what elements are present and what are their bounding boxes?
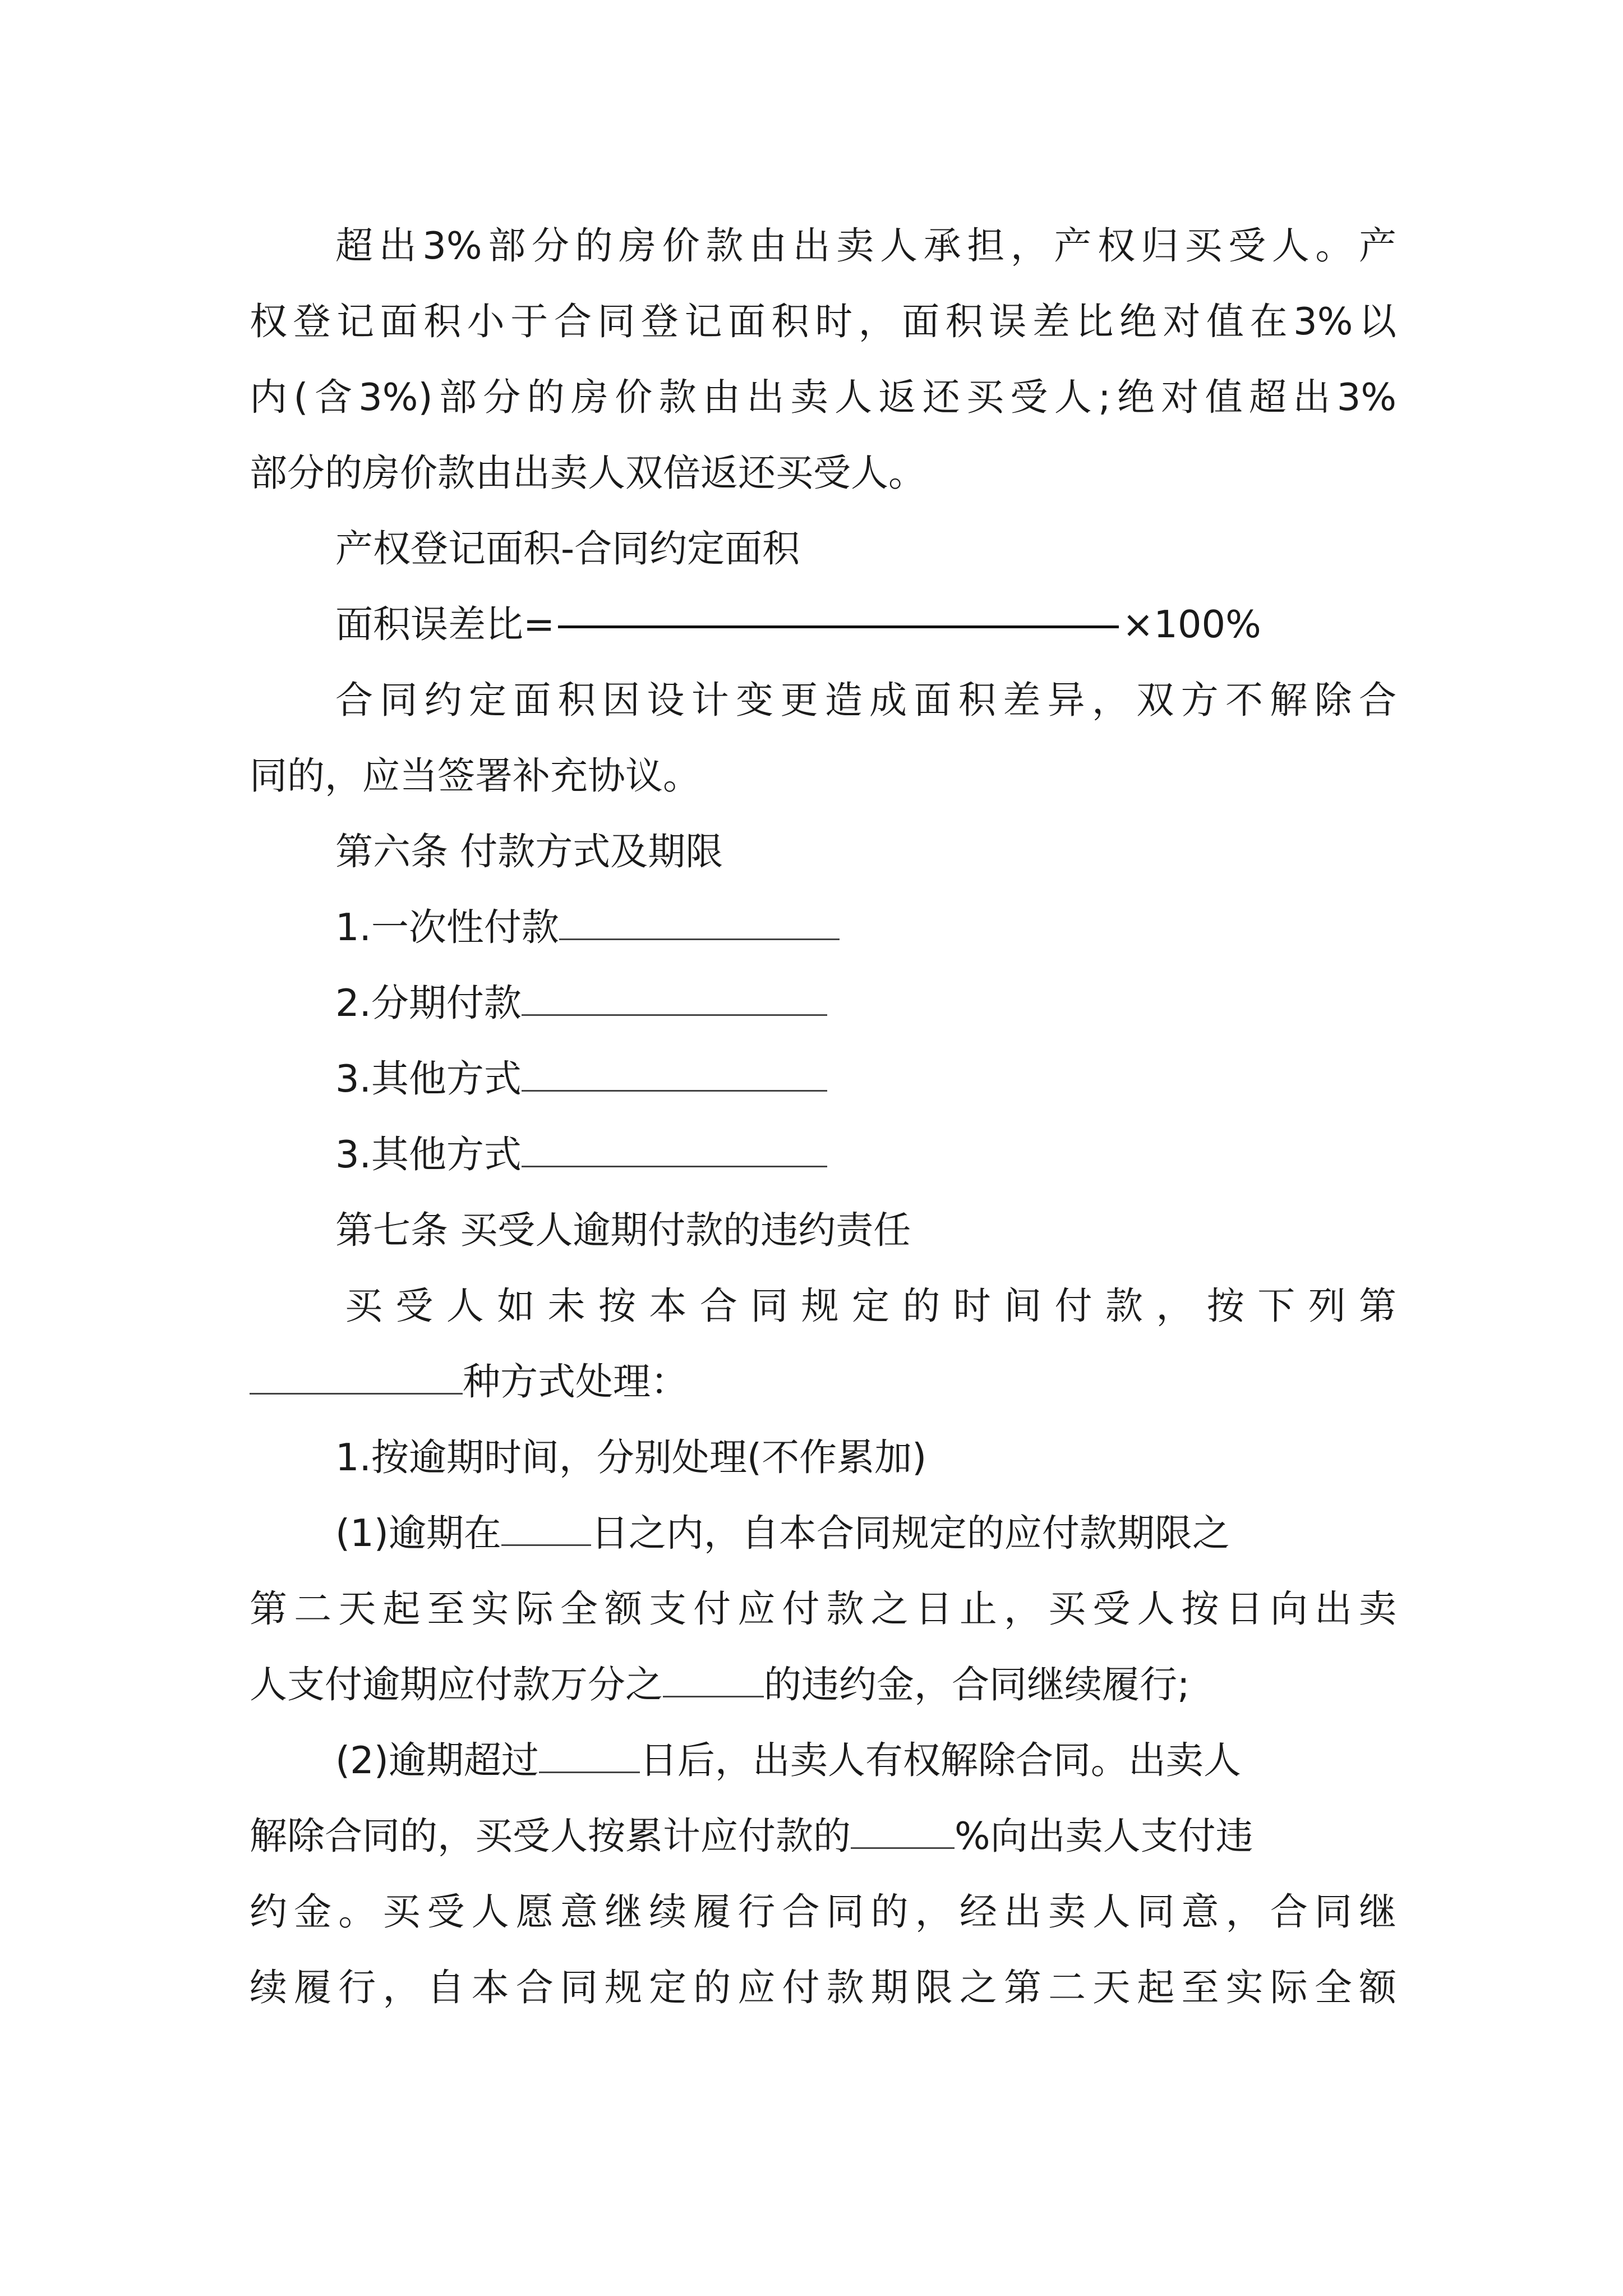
section-heading: 第七条 买受人逾期付款的违约责任 <box>335 1208 911 1252</box>
text-line: 同的，应当签署补充协议。 <box>250 754 700 798</box>
text-line: 续履行，自本合同规定的应付款期限之第二天起至实际全额 <box>250 1966 1396 2009</box>
text-line <box>250 1646 1190 1723</box>
text-fragment: %向出卖人支付违 <box>955 1814 1253 1858</box>
blank-field <box>851 1812 955 1849</box>
list-item <box>335 1116 827 1193</box>
text-line: 超出3%部分的房价款由出卖人承担，产权归买受人。产 <box>335 224 1396 268</box>
list-item-label: 3.其他方式 <box>335 1133 522 1176</box>
blank-field <box>522 1055 827 1092</box>
list-item <box>335 1041 827 1117</box>
list-item-label: 2.分期付款 <box>335 981 522 1025</box>
formula-line <box>335 586 1261 662</box>
fraction-bar <box>558 625 1119 628</box>
blank-field <box>539 1737 640 1773</box>
text-fragment: 种方式处理： <box>463 1360 688 1404</box>
section-heading: 第六条 付款方式及期限 <box>335 830 723 873</box>
text-fragment: 解除合同的，买受人按累计应付款的 <box>250 1814 851 1858</box>
list-item <box>335 889 840 965</box>
blank-field <box>559 904 840 940</box>
text-line: 1.按逾期时间，分别处理(不作累加) <box>335 1435 927 1479</box>
blank-field <box>522 979 827 1016</box>
text-line: 买受人如未按本合同规定的时间付款，按下列第 <box>345 1284 1396 1328</box>
text-line <box>250 1798 1253 1874</box>
list-item <box>335 965 827 1041</box>
text-line <box>335 1722 1241 1798</box>
text-line: 第二天起至实际全额支付应付款之日止，买受人按日向出卖 <box>250 1587 1396 1631</box>
list-item-label: 3.其他方式 <box>335 1057 522 1101</box>
blank-field <box>522 1131 827 1167</box>
text-fragment: 日之内，自本合同规定的应付款期限之 <box>591 1511 1230 1555</box>
text-line: 权登记面积小于合同登记面积时，面积误差比绝对值在3%以 <box>250 300 1396 343</box>
formula-numerator: 产权登记面积-合同约定面积 <box>335 527 800 570</box>
blank-field <box>663 1661 764 1697</box>
text-line: 约金。买受人愿意继续履行合同的，经出卖人同意，合同继 <box>250 1890 1396 1934</box>
list-item-label: 1.一次性付款 <box>335 905 559 949</box>
text-line: 合同约定面积因设计变更造成面积差异，双方不解除合 <box>335 678 1396 722</box>
text-fragment: 人支付逾期应付款万分之 <box>250 1663 663 1706</box>
formula-label: 面积误差比= <box>335 602 555 646</box>
text-line <box>250 1343 688 1420</box>
formula-multiplier: ×100% <box>1122 602 1261 646</box>
blank-field <box>250 1358 463 1395</box>
text-line: 部分的房价款由出卖人双倍返还买受人。 <box>250 451 926 495</box>
text-fragment: 的违约金，合同继续履行; <box>764 1663 1190 1706</box>
text-line: 内(含3%)部分的房价款由出卖人返还买受人;绝对值超出3% <box>250 375 1396 419</box>
text-fragment: (1)逾期在 <box>335 1511 501 1555</box>
text-line <box>335 1495 1396 1571</box>
blank-field <box>501 1510 591 1546</box>
text-fragment: 日后，出卖人有权解除合同。出卖人 <box>639 1738 1241 1782</box>
text-fragment: (2)逾期超过 <box>335 1738 539 1782</box>
